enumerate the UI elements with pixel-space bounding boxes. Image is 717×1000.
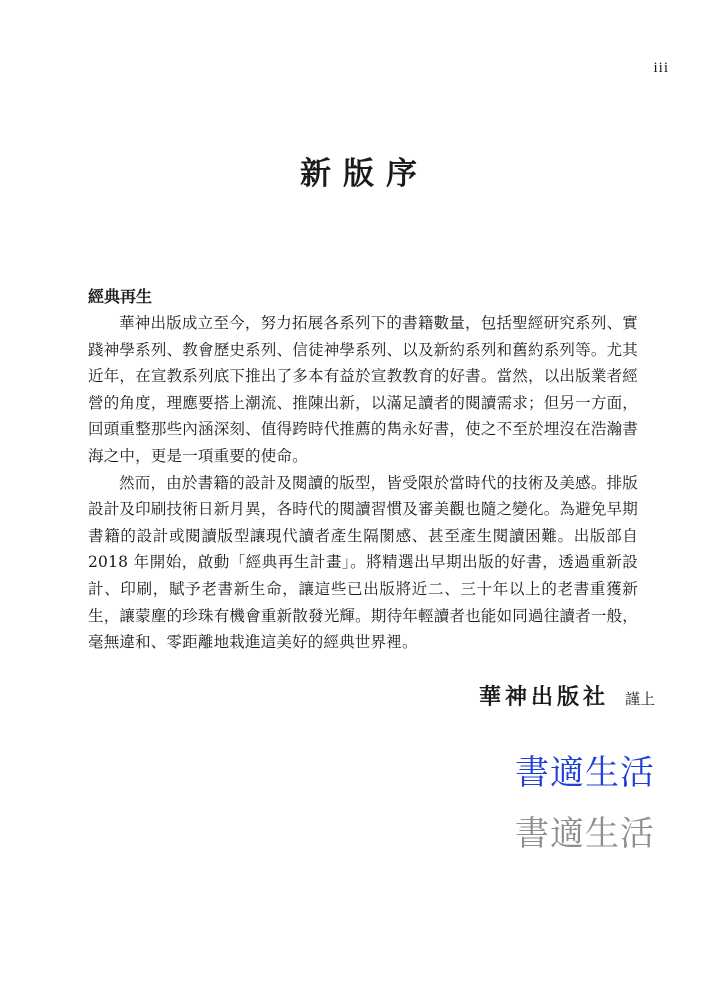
paragraph-1: 華神出版成立至今，努力拓展各系列下的書籍數量，包括聖經研究系列、實踐神學系列、教會歷史系列、信徒神學系列、以及新約系列和舊約系列等。尤其近年，在宣教系列底下推出了多本有益於宣教教育的好書。當然，以出版業者經營的角度，理應要搭上潮流、推陳出新，以滿足讀者的閱讀需求；但另一方面，回頭重整那些內涵深刻、值得跨時代推薦的雋永好書，使之不至於埋沒在浩瀚書海之中，更是一項重要的使命。	[88, 314, 638, 465]
paragraph-2: 然而，由於書籍的設計及閱讀的版型，皆受限於當時代的技術及美感。排版設計及印刷技術日新月異，各時代的閱讀習慣及審美觀也隨之變化。為避免早期書籍的設計或閱讀版型讓現代讀者產生隔閡感、甚至產生閱讀困難。出版部自 2018 年開始，啟動「經典再生計畫」。將精選出早期出版的好書，透過重新設計、印刷，賦予老書新生命，讓這些已出版將近二、三十年以上的老書重獲新生，讓蒙塵的珍珠有機會重新散發光輝。期待年輕讀者也能如同過往讀者一般，毫無違和、零距離地栽進這美好的經典世界裡。	[88, 473, 638, 652]
brand-logo-gray: 書適生活	[515, 814, 655, 854]
signature	[479, 680, 655, 711]
section-heading: 經典再生	[88, 287, 153, 306]
closing-text: 謹上	[624, 690, 655, 708]
page-number: iii	[653, 60, 669, 76]
publisher-name: 華神出版社	[478, 685, 609, 710]
preface-body	[88, 283, 638, 656]
brand-logo-blue: 書適生活	[515, 753, 655, 793]
page-title: 新版序	[300, 156, 429, 192]
